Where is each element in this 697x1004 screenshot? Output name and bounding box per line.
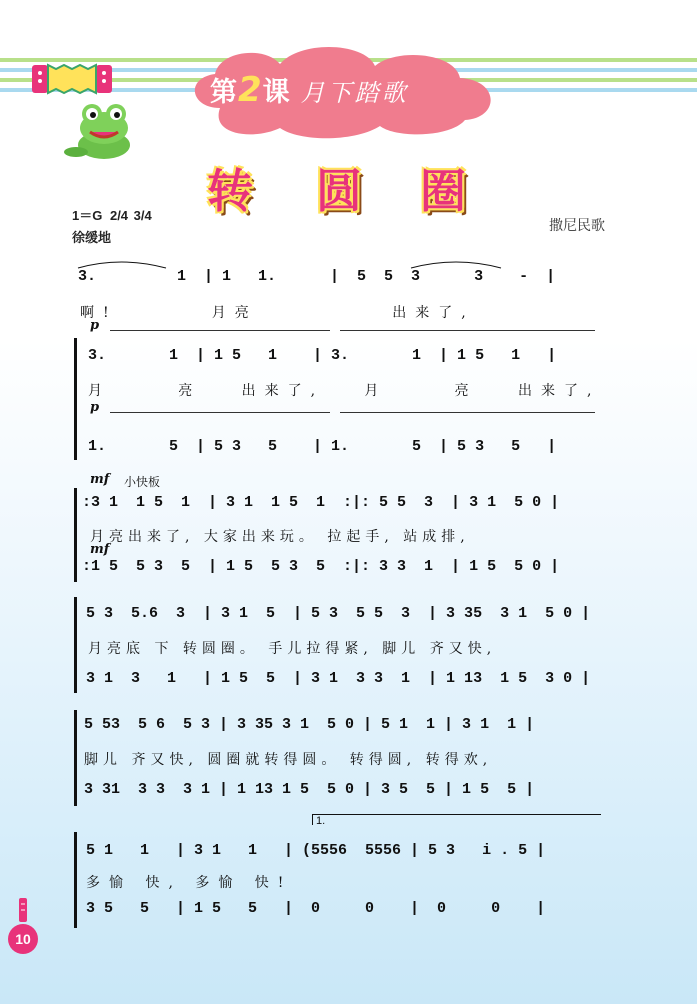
section2-upper-lyric: 月亮出来了, 大家出来玩。 拉起手, 站成排, xyxy=(90,529,470,545)
hairpin-1b xyxy=(340,330,595,331)
song-title-char-1: 转 xyxy=(207,164,253,218)
time-signature-1: 2/4 xyxy=(109,208,129,223)
system-bracket-5 xyxy=(74,832,77,928)
section3-upper-notes: 5 3 5.6 3 | 3 1 5 | 5 3 5 5 3 | 3 35 3 1 5 0 | xyxy=(86,605,591,622)
intro-lyric: 啊! 月亮 出来了, xyxy=(80,305,475,321)
section3-upper-lyric: 月亮底 下 转圆圈。 手儿拉得紧, 脚儿 齐又快, xyxy=(88,641,497,657)
lesson-prefix: 第 xyxy=(210,77,238,108)
page-number: 10 xyxy=(8,924,38,954)
section4-upper-lyric: 脚儿 齐又快, 圆圈就转得圆。 转得圆, 转得欢, xyxy=(84,752,493,768)
hairpin-2 xyxy=(110,412,330,413)
system-bracket-3 xyxy=(74,597,77,693)
section1-upper-lyric: 月 亮 出来了, 月 亮 出来了, xyxy=(88,383,601,399)
volta-label: 1. xyxy=(316,815,326,827)
arranger: 徐缓地 xyxy=(72,230,112,245)
dynamic-mark-2-lower: mf xyxy=(90,542,110,557)
section1-lower-notes: 1. 5 | 5 3 5 | 1. 5 | 5 3 5 | xyxy=(88,438,557,455)
system-bracket-1 xyxy=(74,338,77,460)
tempo-mark: 小快板 xyxy=(124,475,161,489)
key: 1＝G xyxy=(72,208,103,223)
lesson-suffix: 课 xyxy=(262,77,291,108)
section3-lower-notes: 3 1 3 1 | 1 5 5 | 3 1 3 3 1 | 1 13 1 5 3 0 | xyxy=(86,670,591,687)
intro-notes: 3. 1 | 1 1. | 5 5 3 3 - | xyxy=(78,268,556,285)
dynamic-mark-2: mf xyxy=(90,472,110,487)
hairpin-1 xyxy=(110,330,330,331)
song-title-char-2: 圆 xyxy=(316,164,362,218)
section4-upper-notes: 5 53 5 6 5 3 | 3 35 3 1 5 0 | 5 1 1 | 3 1 1 | xyxy=(84,716,535,733)
dynamic-mark-1-lower: p xyxy=(90,400,100,415)
lesson-theme: 月下踏歌 xyxy=(300,79,409,107)
frog-icon xyxy=(62,100,142,165)
time-signature-2: 3/4 xyxy=(133,208,152,223)
song-origin: 撒尼民歌 xyxy=(549,218,605,234)
section4-lower-notes: 3 31 3 3 3 1 | 1 13 1 5 5 0 | 3 5 5 | 1 5 5 | xyxy=(84,781,535,798)
hairpin-2b xyxy=(340,412,595,413)
section5-upper-notes: 5 1 1 | 3 1 1 | (5556 5556 | 5 3 i . 5 | xyxy=(86,842,546,859)
lesson-number: 2 xyxy=(238,70,263,110)
system-bracket-2 xyxy=(74,488,77,582)
system-bracket-4 xyxy=(74,710,77,806)
page-number-decoration-icon xyxy=(16,898,30,926)
accordion-icon xyxy=(30,55,115,100)
volta-bracket xyxy=(312,814,601,825)
section2-lower-notes: :1 5 5 3 5 | 1 5 5 3 5 :|: 3 3 1 | 1 5 5 0 | xyxy=(82,558,560,575)
section5-upper-lyric: 多愉 快, 多愉 快! xyxy=(86,875,293,891)
key-signature xyxy=(72,205,152,224)
dynamic-mark-1: p xyxy=(90,318,100,333)
section1-upper-notes: 3. 1 | 1 5 1 | 3. 1 | 1 5 1 | xyxy=(88,347,557,364)
section5-lower-notes: 3 5 5 | 1 5 5 | 0 0 | 0 0 | xyxy=(86,900,546,917)
lesson-title xyxy=(210,70,409,110)
section2-upper-notes: :3 1 1 5 1 | 3 1 1 5 1 :|: 5 5 3 | 3 1 5 0 | xyxy=(82,494,560,511)
song-title-char-3: 圈 xyxy=(420,164,466,218)
